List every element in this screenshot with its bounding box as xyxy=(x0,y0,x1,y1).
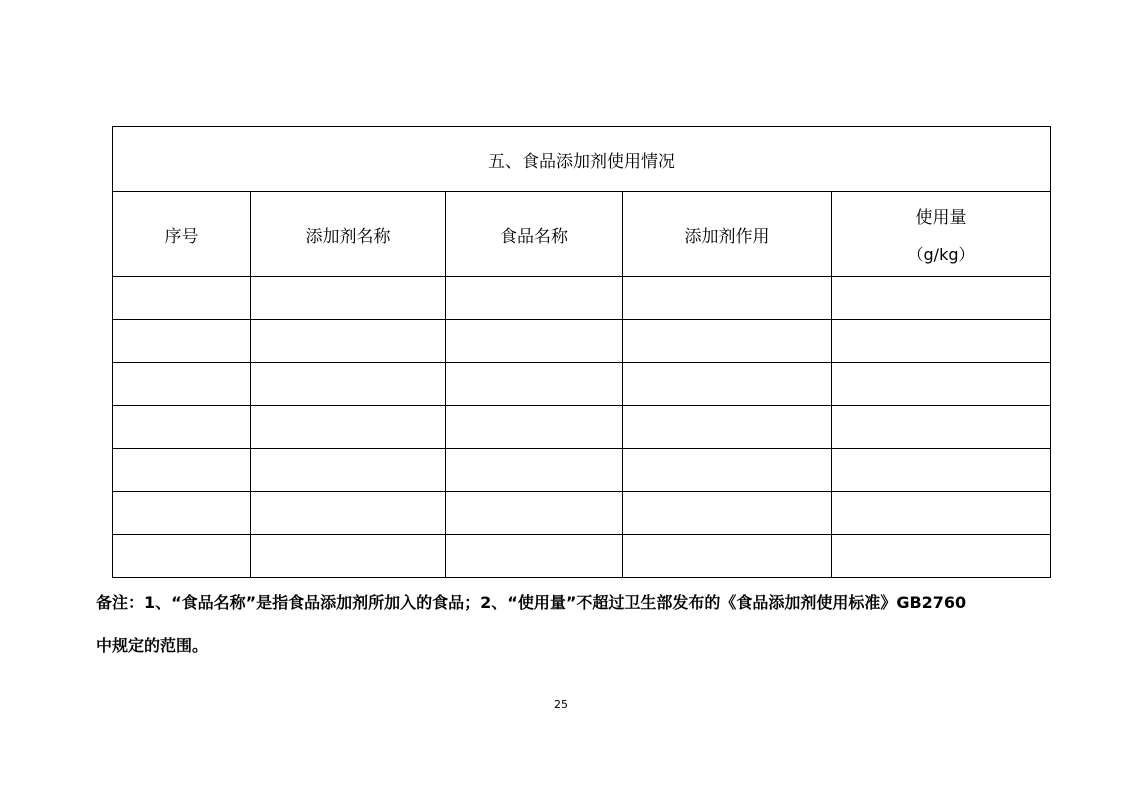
table-title: 五、食品添加剂使用情况 xyxy=(113,127,1051,192)
table-cell[interactable] xyxy=(251,320,446,363)
table-cell[interactable] xyxy=(113,320,251,363)
table-cell[interactable] xyxy=(446,406,623,449)
table-row xyxy=(113,406,1051,449)
table-cell[interactable] xyxy=(113,492,251,535)
table-cell[interactable] xyxy=(251,363,446,406)
table-row xyxy=(113,363,1051,406)
table-cell[interactable] xyxy=(113,535,251,578)
table-cell[interactable] xyxy=(623,320,832,363)
table-cell[interactable] xyxy=(623,363,832,406)
table-cell[interactable] xyxy=(251,406,446,449)
header-food-name: 食品名称 xyxy=(446,192,623,277)
table-row xyxy=(113,277,1051,320)
footnote-line-1: 备注：1、“食品名称”是指食品添加剂所加入的食品；2、“使用量”不超过卫生部发布的《食品添加剂使用标准》GB2760 xyxy=(96,593,967,612)
table-cell[interactable] xyxy=(832,363,1051,406)
table-cell[interactable] xyxy=(446,535,623,578)
table-cell[interactable] xyxy=(251,535,446,578)
header-usage-amount xyxy=(832,192,1051,277)
footnote-line-2: 中规定的范围。 xyxy=(96,636,209,655)
table-cell[interactable] xyxy=(446,363,623,406)
table-cell[interactable] xyxy=(623,449,832,492)
table-cell[interactable] xyxy=(832,492,1051,535)
table-cell[interactable] xyxy=(446,320,623,363)
table-cell[interactable] xyxy=(832,535,1051,578)
table-cell[interactable] xyxy=(113,449,251,492)
table-cell[interactable] xyxy=(251,277,446,320)
header-additive-function: 添加剂作用 xyxy=(623,192,832,277)
table-cell[interactable] xyxy=(113,363,251,406)
table-cell[interactable] xyxy=(446,277,623,320)
table-cell[interactable] xyxy=(113,277,251,320)
table-cell[interactable] xyxy=(623,535,832,578)
table-cell[interactable] xyxy=(623,277,832,320)
table-cell[interactable] xyxy=(623,406,832,449)
table-header-row xyxy=(113,192,1051,277)
table-row xyxy=(113,492,1051,535)
page-number: 25 xyxy=(554,698,568,711)
food-additive-usage-table xyxy=(112,126,1051,578)
usage-amount-label: 使用量 xyxy=(915,208,967,228)
table-cell[interactable] xyxy=(446,449,623,492)
table-cell[interactable] xyxy=(251,492,446,535)
table-row xyxy=(113,320,1051,363)
footnote xyxy=(96,592,1046,656)
table-title-row xyxy=(113,127,1051,192)
table-cell[interactable] xyxy=(832,277,1051,320)
table-cell[interactable] xyxy=(251,449,446,492)
table-cell[interactable] xyxy=(623,492,832,535)
table-row xyxy=(113,535,1051,578)
table-cell[interactable] xyxy=(113,406,251,449)
table-cell[interactable] xyxy=(446,492,623,535)
table-cell[interactable] xyxy=(832,406,1051,449)
table-cell[interactable] xyxy=(832,320,1051,363)
header-additive-name: 添加剂名称 xyxy=(251,192,446,277)
header-serial: 序号 xyxy=(113,192,251,277)
usage-amount-unit: （g/kg） xyxy=(907,245,975,264)
table-row xyxy=(113,449,1051,492)
table-cell[interactable] xyxy=(832,449,1051,492)
